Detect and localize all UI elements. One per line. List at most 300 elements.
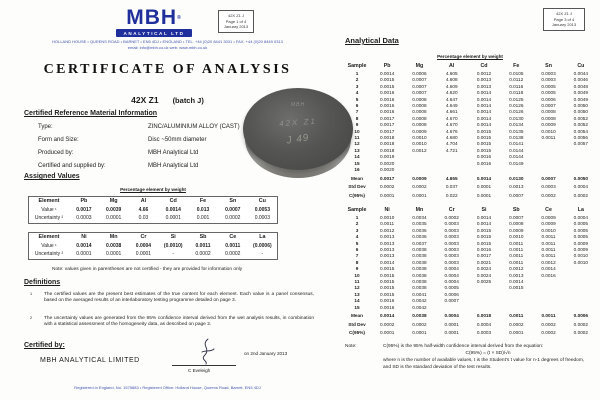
cell: 0.0014 bbox=[379, 71, 395, 76]
definitions-heading: Definitions bbox=[24, 279, 61, 286]
crm-value: MBH Analytical Ltd bbox=[148, 163, 199, 169]
assigned-values-heading: Assigned Values bbox=[24, 173, 80, 180]
cell: 0.0004 bbox=[444, 272, 459, 278]
cell: 0.0015 bbox=[379, 83, 395, 89]
cell: 0.0014 bbox=[541, 266, 556, 272]
cell: 0.0007 bbox=[412, 83, 427, 89]
cell: 0.0003 bbox=[444, 259, 459, 265]
cell: 0.0048 bbox=[573, 83, 589, 89]
cell: 0.0002 bbox=[379, 321, 395, 327]
cell: 0.0010 bbox=[509, 234, 524, 240]
address-line: HOLLAND HOUSE • QUEENS ROAD • BARNET • EN5 4DJ • ENGLAND • TEL. +44 (0)20 8441 3031 • FAX. +44 (0)20 8449 0313 bbox=[52, 39, 283, 44]
cell: 0.0002 bbox=[509, 321, 524, 327]
cell: 0.0013 bbox=[379, 240, 395, 246]
page-stamp bbox=[543, 8, 585, 31]
cell: 0.0016 bbox=[476, 154, 492, 160]
cell: 0.0011 bbox=[225, 242, 241, 249]
cell: 0.0012 bbox=[379, 227, 395, 233]
cell: Cu bbox=[577, 63, 585, 69]
cell: Pb bbox=[383, 63, 391, 69]
cell: 0.0006 bbox=[541, 96, 556, 102]
cell: 0.0003 bbox=[76, 215, 92, 221]
cell: 0.0013 bbox=[379, 253, 395, 259]
cell: 0.0004 bbox=[135, 242, 152, 249]
cell: 0.0016 bbox=[541, 272, 556, 278]
cell: 0.0012 bbox=[509, 266, 524, 272]
cell: 0.0126 bbox=[509, 109, 524, 115]
cell: 0.0011 bbox=[195, 242, 211, 249]
cell: 0.0001 bbox=[412, 192, 427, 198]
cell: 0.0012 bbox=[476, 71, 492, 76]
signature-date: on 2nd January 2013 bbox=[244, 351, 288, 356]
cell: Al bbox=[449, 63, 455, 69]
cell: 0.0042 bbox=[412, 304, 427, 310]
cell: 0.0138 bbox=[509, 135, 524, 141]
cell: 0.0008 bbox=[412, 122, 427, 128]
cell: 0.0038 bbox=[412, 253, 427, 259]
cell: 0.0052 bbox=[573, 115, 589, 121]
cell: 0.0009 bbox=[541, 221, 556, 227]
cell: 0.0112 bbox=[509, 77, 524, 83]
cell: 0.0014 bbox=[379, 259, 395, 265]
cell: 0.0011 bbox=[509, 240, 524, 246]
cell: 0.0015 bbox=[379, 266, 395, 272]
cell: 0.0050 bbox=[573, 103, 589, 109]
cell: 0.0149 bbox=[509, 160, 524, 166]
certifying-company: MBH ANALYTICAL LIMITED bbox=[40, 357, 140, 364]
table-row bbox=[29, 242, 278, 251]
cell: 0.0010 bbox=[379, 215, 395, 220]
crm-label: Type: bbox=[38, 124, 53, 130]
cell: 0.0105 bbox=[509, 71, 524, 76]
cell: Sn bbox=[229, 198, 237, 204]
definition-text-1: The certified values are the present best estimates of the true content for each element. Each value is a panel consensus, based on the averaged results of an interlaboratory testing programme detailed on page 3. bbox=[44, 292, 314, 304]
cell: 0.0015 bbox=[476, 227, 492, 233]
cell: La bbox=[259, 234, 266, 240]
cell: 0.0010 bbox=[541, 227, 556, 233]
cell: 0.0012 bbox=[412, 147, 427, 153]
crm-label: Certified and supplied by: bbox=[38, 163, 106, 169]
cell: 0.0024 bbox=[476, 272, 492, 278]
signature-icon bbox=[192, 338, 220, 366]
cell: 0.0014 bbox=[476, 109, 492, 115]
cell: 0.0041 bbox=[412, 291, 427, 297]
disc-engraving-brand: MBH bbox=[290, 102, 306, 108]
cell: 0.0011 bbox=[541, 313, 556, 319]
row-label: 10 bbox=[354, 128, 360, 134]
cell: Ni bbox=[384, 207, 390, 213]
cell: 0.0014 bbox=[476, 115, 492, 121]
cell: 4.605 bbox=[445, 71, 458, 76]
cell: 0.0013 bbox=[379, 247, 395, 253]
cell: 0.0007 bbox=[225, 206, 241, 213]
cell: 0.0015 bbox=[476, 141, 492, 147]
cell: 0.0006 bbox=[573, 313, 589, 319]
row-label: 4 bbox=[355, 90, 359, 96]
cell: 0.0017 bbox=[379, 122, 395, 128]
cell: 0.0003 bbox=[444, 221, 459, 227]
cell: (0.0006) bbox=[253, 242, 272, 249]
cell: 0.0017 bbox=[76, 206, 92, 213]
cell: Ce bbox=[545, 207, 552, 213]
table-row bbox=[29, 214, 278, 223]
cell: 0.0036 bbox=[412, 234, 427, 240]
cell: 0.0042 bbox=[412, 298, 427, 304]
cell: 0.0015 bbox=[476, 147, 492, 153]
cell: 0.0008 bbox=[541, 115, 556, 121]
cell: 0.0018 bbox=[379, 141, 395, 147]
cell: 0.0049 bbox=[573, 90, 589, 96]
definition-marker: 2 bbox=[30, 316, 33, 320]
cell: Mg bbox=[109, 198, 118, 204]
row-label: Value ¹ bbox=[41, 206, 57, 213]
cell: 0.0001 bbox=[476, 192, 492, 198]
cell: (0.0010) bbox=[163, 242, 183, 249]
table-header-row bbox=[343, 62, 597, 71]
stamp-product: 42X Z1 J bbox=[227, 13, 244, 18]
signer-name: C Eveleigh bbox=[188, 368, 211, 373]
row-label: 3 bbox=[355, 227, 359, 233]
cell: 0.0007 bbox=[541, 175, 556, 181]
cell: 0.0034 bbox=[412, 215, 427, 220]
stamp-date: January 2013 bbox=[551, 22, 577, 28]
cell: Si bbox=[170, 234, 176, 240]
definition-marker: 1 bbox=[30, 292, 33, 296]
row-label: Uncertainty ² bbox=[34, 251, 64, 257]
crm-label: Produced by: bbox=[38, 150, 74, 156]
row-label: 13 bbox=[354, 147, 360, 153]
cell: 0.0134 bbox=[509, 122, 524, 128]
cell: 0.0002 bbox=[412, 184, 427, 190]
cell: 0.0011 bbox=[541, 135, 556, 141]
cell: 0.0017 bbox=[476, 253, 492, 259]
cell: 0.0044 bbox=[573, 71, 589, 76]
summary-row bbox=[343, 311, 597, 320]
cell: 0.0015 bbox=[379, 77, 395, 83]
cell: 0.0038 bbox=[412, 272, 427, 278]
cell: - bbox=[172, 251, 175, 257]
cell: 0.0001 bbox=[379, 192, 395, 198]
cell: 0.0003 bbox=[541, 184, 556, 190]
cell: 0.0016 bbox=[379, 298, 395, 304]
cell: 0.0024 bbox=[476, 266, 492, 272]
cell: 0.0005 bbox=[573, 227, 589, 233]
cell: Cd bbox=[480, 63, 488, 69]
cell: Ce bbox=[229, 234, 237, 240]
cell: 0.0057 bbox=[573, 141, 589, 147]
cell: 0.0014 bbox=[476, 175, 492, 181]
cell: 0.0001 bbox=[106, 215, 122, 221]
cell: 0.0011 bbox=[541, 253, 556, 259]
cell: 0.0038 bbox=[412, 279, 427, 285]
row-label: 4 bbox=[355, 234, 359, 240]
table-header-row bbox=[343, 206, 597, 215]
cell: 0.0050 bbox=[573, 175, 589, 181]
cell: 0.0050 bbox=[573, 109, 589, 115]
cell: 0.0018 bbox=[476, 313, 492, 319]
cell: 0.0007 bbox=[444, 298, 459, 304]
cell: 0.0004 bbox=[444, 313, 459, 319]
cell: 0.0011 bbox=[509, 253, 524, 259]
cell: 0.0005 bbox=[573, 221, 589, 227]
cell: 4.620 bbox=[445, 90, 458, 96]
cell: 0.0004 bbox=[573, 184, 589, 190]
cell: 0.0003 bbox=[254, 215, 270, 221]
cell: Sb bbox=[199, 234, 207, 240]
crm-value: MBH Analytical Ltd bbox=[148, 150, 199, 156]
cell: 0.0001 bbox=[509, 330, 524, 336]
cell: 0.0015 bbox=[476, 234, 492, 240]
cell: Fe bbox=[199, 198, 207, 204]
cell: 0.0015 bbox=[379, 279, 395, 285]
contact-line: email: info@mbh.co.uk web: www.mbh.co.uk bbox=[127, 45, 208, 50]
cell: 0.0014 bbox=[165, 206, 181, 213]
cell: 0.0118 bbox=[509, 90, 524, 96]
mbh-logo bbox=[116, 8, 192, 37]
cell: 0.0004 bbox=[444, 266, 459, 272]
cell: 0.0002 bbox=[541, 330, 556, 336]
cell: 0.0004 bbox=[573, 215, 589, 220]
cell: 0.0038 bbox=[412, 247, 427, 253]
cell: 0.0036 bbox=[412, 227, 427, 233]
cell: 0.0001 bbox=[412, 330, 427, 336]
cell: 0.0141 bbox=[509, 141, 524, 147]
row-label: 15 bbox=[354, 160, 360, 166]
row-label: 9 bbox=[355, 266, 359, 272]
row-label: 2 bbox=[355, 77, 359, 83]
row-label: 12 bbox=[354, 285, 360, 291]
cell: Mg bbox=[415, 63, 424, 69]
summary-row bbox=[343, 174, 597, 183]
cell: 0.0007 bbox=[541, 103, 556, 109]
cell: 0.0017 bbox=[379, 115, 395, 121]
row-label: 12 bbox=[354, 141, 360, 147]
table-row bbox=[29, 206, 278, 215]
row-label: 9 bbox=[355, 122, 359, 128]
row-label: 3 bbox=[355, 83, 359, 89]
cell: 0.0005 bbox=[541, 83, 556, 89]
row-label: Element bbox=[38, 234, 60, 240]
cell: 0.0014 bbox=[476, 96, 492, 102]
cell: 0.0007 bbox=[509, 192, 524, 198]
cell: 0.022 bbox=[445, 192, 458, 198]
cell: Sn bbox=[545, 63, 552, 69]
cell: 4.647 bbox=[445, 96, 458, 102]
cell: 0.0004 bbox=[476, 321, 492, 327]
cell: 0.0016 bbox=[476, 247, 492, 253]
confidence-equation: C(95%) = (t × SD)/√n bbox=[465, 351, 511, 357]
cell: 0.0002 bbox=[541, 321, 556, 327]
cell: 0.0005 bbox=[541, 90, 556, 96]
cell: 0.0014 bbox=[76, 242, 92, 249]
row-label: Element bbox=[38, 198, 60, 204]
cell: 0.0006 bbox=[444, 291, 459, 297]
cell: 0.0010 bbox=[412, 135, 427, 141]
cell: 0.0017 bbox=[379, 128, 395, 134]
cell: 0.0008 bbox=[509, 221, 524, 227]
cell: 0.0038 bbox=[106, 242, 122, 249]
cell: 0.0016 bbox=[379, 103, 395, 109]
analytical-table-2 bbox=[343, 206, 597, 337]
cell: 0.0125 bbox=[509, 96, 524, 102]
cell: 0.0130 bbox=[509, 175, 524, 181]
cell: 0.0130 bbox=[509, 115, 524, 121]
cell: Fe bbox=[513, 63, 520, 69]
cell: 0.0010 bbox=[541, 128, 556, 134]
cell: 0.0002 bbox=[573, 192, 589, 198]
crm-value: Disc ~50mm diameter bbox=[148, 137, 207, 143]
cell: 0.0009 bbox=[509, 227, 524, 233]
summary-row bbox=[343, 328, 597, 337]
row-label: 15 bbox=[354, 304, 360, 310]
cell: 0.0052 bbox=[573, 122, 589, 128]
cell: 0.0011 bbox=[541, 240, 556, 246]
cell: 0.0016 bbox=[379, 96, 395, 102]
cell: 0.0003 bbox=[444, 234, 459, 240]
cell: 0.0009 bbox=[573, 240, 589, 246]
row-label: Std Dev bbox=[348, 321, 366, 327]
row-label: 6 bbox=[355, 103, 359, 109]
cell: 0.0011 bbox=[541, 234, 556, 240]
cell: 0.0015 bbox=[379, 272, 395, 278]
cell: 0.0007 bbox=[412, 77, 427, 83]
row-label: 5 bbox=[355, 240, 359, 246]
row-label: 14 bbox=[354, 154, 360, 160]
row-label: 7 bbox=[355, 109, 359, 115]
cell: La bbox=[577, 207, 584, 213]
cell: 4.670 bbox=[445, 115, 458, 121]
cell: 0.0016 bbox=[476, 160, 492, 166]
cell: 0.0014 bbox=[476, 122, 492, 128]
cell: 0.0038 bbox=[412, 259, 427, 265]
cell: 0.0009 bbox=[412, 128, 427, 134]
cell: 0.0126 bbox=[509, 103, 524, 109]
cell: Ni bbox=[81, 234, 87, 240]
table-row bbox=[29, 250, 278, 259]
cell: 0.0016 bbox=[379, 109, 395, 115]
cell: 0.001 bbox=[196, 215, 210, 221]
cell: 4.676 bbox=[445, 128, 458, 134]
summary-row bbox=[343, 320, 597, 329]
cell: 4.649 bbox=[445, 103, 458, 109]
page-3 bbox=[335, 0, 600, 400]
row-label: Mean bbox=[351, 313, 363, 319]
table-header-row bbox=[29, 197, 278, 206]
row-label: 8 bbox=[355, 115, 359, 121]
cell: 0.037 bbox=[445, 184, 458, 190]
cell: 0.0002 bbox=[573, 321, 589, 327]
logo-text: MBH bbox=[126, 6, 178, 29]
crm-label: Form and Size: bbox=[38, 137, 79, 143]
cell: 0.0001 bbox=[444, 330, 459, 336]
cell: 0.0013 bbox=[379, 234, 395, 240]
row-label: Sample bbox=[347, 63, 367, 69]
cell: 0.0012 bbox=[541, 259, 556, 265]
batch-label: (batch J) bbox=[172, 96, 204, 105]
definition-text-2: The uncertainty values are generated from the 95% confidence interval derived from the wet analysis results, in combination with a statistical assessment of the homogeneity data, as described on page 2. bbox=[44, 316, 314, 328]
cell: 0.0002 bbox=[195, 251, 211, 257]
cell: 0.0015 bbox=[379, 285, 395, 291]
disc-engraving-code: 42X Z1 bbox=[278, 116, 318, 129]
page-stamp bbox=[218, 10, 254, 33]
cell: 0.0037 bbox=[412, 240, 427, 246]
cell: 0.0008 bbox=[412, 109, 427, 115]
cell: 0.0001 bbox=[135, 251, 152, 257]
cell: Cu bbox=[258, 198, 266, 204]
cell: 0.0144 bbox=[509, 154, 524, 160]
cell: 0.0001 bbox=[379, 330, 395, 336]
logo-subtitle: ANALYTICAL LTD bbox=[116, 29, 192, 37]
disc-engraving-batch: J 49 bbox=[285, 132, 311, 147]
row-label: C(95%) bbox=[349, 192, 365, 198]
cell: 0.0018 bbox=[379, 147, 395, 153]
row-label: 7 bbox=[355, 253, 359, 259]
cell: 0.0014 bbox=[476, 221, 492, 227]
cell: 4.66 bbox=[138, 206, 149, 213]
cell: 0.0006 bbox=[412, 71, 427, 76]
cell: 0.0038 bbox=[412, 313, 427, 319]
cell: 0.0008 bbox=[412, 103, 427, 109]
cell: 0.0017 bbox=[379, 175, 395, 181]
certificate-title: CERTIFICATE OF ANALYSIS bbox=[43, 62, 292, 77]
cell: 0.0135 bbox=[509, 128, 524, 134]
cell: 0.0039 bbox=[106, 206, 122, 213]
analytical-table-1 bbox=[343, 62, 597, 199]
row-label: Uncertainty ² bbox=[34, 215, 64, 221]
cell: 0.0020 bbox=[379, 167, 395, 173]
cell: 0.0011 bbox=[509, 259, 524, 265]
cell: Mn bbox=[109, 234, 118, 240]
cell: 0.0008 bbox=[412, 96, 427, 102]
cell: 0.0013 bbox=[509, 272, 524, 278]
cell: 0.0001 bbox=[444, 321, 459, 327]
summary-row bbox=[343, 182, 597, 191]
cell: 0.0053 bbox=[254, 206, 270, 213]
analytical-data-heading: Analytical Data bbox=[345, 36, 399, 45]
registered-trademark-icon: ® bbox=[177, 15, 182, 21]
row-label: 6 bbox=[355, 247, 359, 253]
cell: 4.704 bbox=[445, 141, 458, 147]
cell: 0.0003 bbox=[444, 227, 459, 233]
percentage-subtitle: Percentage element by weight bbox=[437, 54, 503, 59]
cell: 0.0002 bbox=[412, 321, 427, 327]
cell: 0.0016 bbox=[379, 304, 395, 310]
cell: 0.0008 bbox=[412, 115, 427, 121]
cell: 4.670 bbox=[445, 122, 458, 128]
row-label: C(95%) bbox=[349, 330, 365, 336]
assigned-values-table-1 bbox=[28, 196, 278, 224]
stamp-date: January 2013 bbox=[223, 24, 249, 30]
cell: 0.0001 bbox=[165, 215, 181, 221]
cell: 0.0011 bbox=[380, 221, 395, 227]
cell: 0.0010 bbox=[573, 259, 589, 265]
stamp-product: 42X Z1 J bbox=[555, 11, 572, 16]
cell: 0.0010 bbox=[412, 141, 427, 147]
cell: 0.0049 bbox=[573, 96, 589, 102]
stamp-page-number: Page 3 of 4 bbox=[553, 16, 575, 22]
cell: 0.0020 bbox=[379, 160, 395, 166]
cell: Cr bbox=[448, 207, 455, 213]
summary-row bbox=[343, 191, 597, 200]
cell: 0.0056 bbox=[573, 135, 589, 141]
cell: 0.0008 bbox=[541, 109, 556, 115]
cell: 0.0002 bbox=[573, 330, 589, 336]
cell: 0.0014 bbox=[476, 103, 492, 109]
cell: 0.0025 bbox=[476, 279, 492, 285]
row-label: 13 bbox=[354, 291, 360, 297]
cell: 0.0001 bbox=[76, 251, 92, 257]
cell: Pb bbox=[80, 198, 88, 204]
